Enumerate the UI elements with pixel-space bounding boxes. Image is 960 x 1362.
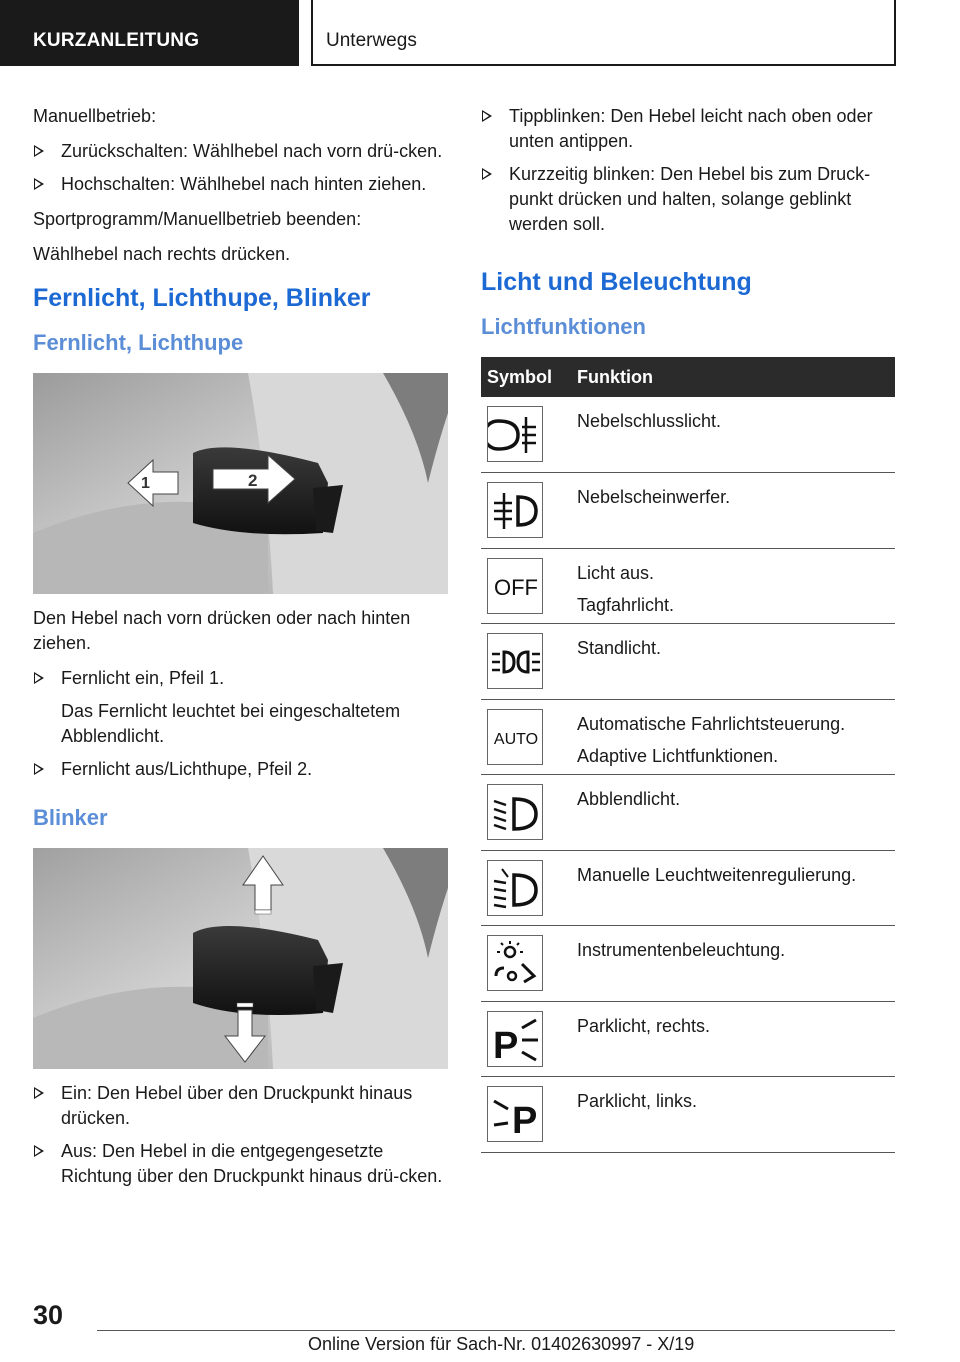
low-beam-icon — [487, 784, 543, 840]
instrument-lighting-icon — [487, 935, 543, 991]
bullet-triangle-icon — [34, 145, 44, 157]
list-item: Tippblinken: Den Hebel leicht nach oben oder unten antippen. — [481, 104, 895, 154]
parking-light-right-icon — [487, 1011, 543, 1067]
rear-fog-light-icon — [487, 406, 543, 462]
right-column — [481, 104, 895, 1153]
table-row: Instrumentenbeleuchtung. — [481, 926, 895, 1002]
bullet-triangle-icon — [34, 763, 44, 775]
table-row: Abblendlicht. — [481, 775, 895, 851]
fernlicht-text: Den Hebel nach vorn drücken oder nach hinten ziehen. — [33, 608, 411, 653]
list-item: Hochschalten: Wählhebel nach hinten ziehen. — [33, 172, 448, 197]
section-title: Fernlicht, Lichthupe, Blinker — [33, 284, 371, 312]
end-text: Wählhebel nach rechts drücken. — [33, 244, 291, 264]
bullet-triangle-icon — [34, 672, 44, 684]
front-fog-light-icon — [487, 482, 543, 538]
column-header-symbol: Symbol — [481, 357, 573, 397]
off-icon — [487, 558, 543, 614]
blinker-illustration — [33, 848, 448, 1069]
table-row: P Parklicht, links. — [481, 1077, 895, 1153]
table-row: P Parklicht, rechts. — [481, 1001, 895, 1077]
footer-text: Online Version für Sach-Nr. 01402630997 - X/19 — [308, 1334, 695, 1354]
bullet-triangle-icon — [34, 1087, 44, 1099]
end-label: Sportprogramm/Manuellbetrieb beenden: — [33, 209, 362, 229]
chapter-tab[interactable]: KURZANLEITUNG — [0, 0, 299, 66]
svg-text:OFF: OFF — [494, 574, 538, 600]
turn-signal-lever-image — [33, 848, 448, 1069]
manual-intro: Manuellbetrieb: — [33, 106, 157, 126]
section-title: Licht und Beleuchtung — [481, 268, 752, 296]
list-item: Zurückschalten: Wählhebel nach vorn drü-cken. — [33, 139, 448, 164]
blink-list — [481, 104, 895, 237]
svg-text:P: P — [512, 1100, 538, 1142]
svg-text:2: 2 — [248, 471, 258, 490]
light-functions-table — [481, 357, 895, 1153]
table-header-row — [481, 357, 895, 397]
bullet-triangle-icon — [482, 110, 492, 122]
list-item: Fernlicht aus/Lichthupe, Pfeil 2. — [33, 757, 448, 782]
parking-light-left-icon — [487, 1086, 543, 1142]
lichtfunktionen-title: Lichtfunktionen — [481, 314, 646, 339]
page-number: 30 — [33, 1300, 64, 1330]
svg-text:1: 1 — [141, 475, 150, 492]
table-row: OFF Licht aus. Tagfahrlicht. — [481, 548, 895, 624]
blinker-title: Blinker — [33, 805, 108, 830]
table-row: Manuelle Leuchtweitenregulierung. — [481, 850, 895, 926]
bullet-triangle-icon — [34, 178, 44, 190]
headlight-range-icon — [487, 860, 543, 916]
list-item: Kurzzeitig blinken: Den Hebel bis zum Druck-punkt drücken und halten, solange geblinkt werden soll. — [481, 162, 895, 237]
list-item: Fernlicht ein, Pfeil 1. Das Fernlicht leuchtet bei eingeschaltetem Abblendlicht. — [33, 666, 448, 749]
column-header-function: Funktion — [573, 357, 895, 397]
parking-lights-icon — [487, 633, 543, 689]
table-row: Nebelschlusslicht. — [481, 397, 895, 473]
fernlicht-title: Fernlicht, Lichthupe — [33, 330, 244, 355]
left-column — [33, 104, 448, 1199]
blinker-list — [33, 1081, 448, 1189]
bullet-triangle-icon — [34, 1145, 44, 1157]
auto-icon — [487, 709, 543, 765]
section-tab[interactable]: Unterwegs — [311, 0, 896, 66]
list-item: Ein: Den Hebel über den Druckpunkt hinaus drücken. — [33, 1081, 448, 1131]
table-row: Standlicht. — [481, 624, 895, 700]
page-header — [0, 0, 960, 66]
bullet-triangle-icon — [482, 168, 492, 180]
list-item: Aus: Den Hebel in die entgegengesetzte Richtung über den Druckpunkt hinaus drü-cken. — [33, 1139, 448, 1189]
fernlicht-list — [33, 666, 448, 782]
table-row: Nebelscheinwerfer. — [481, 473, 895, 549]
svg-text:AUTO: AUTO — [493, 730, 539, 748]
manual-list — [33, 139, 448, 197]
fernlicht-illustration — [33, 373, 448, 594]
svg-text:P: P — [493, 1024, 519, 1067]
footer-divider — [97, 1330, 895, 1331]
high-beam-lever-image — [33, 373, 448, 594]
table-row: AUTO Automatische Fahrlichtsteuerung. Adaptive Lichtfunktionen. — [481, 699, 895, 775]
